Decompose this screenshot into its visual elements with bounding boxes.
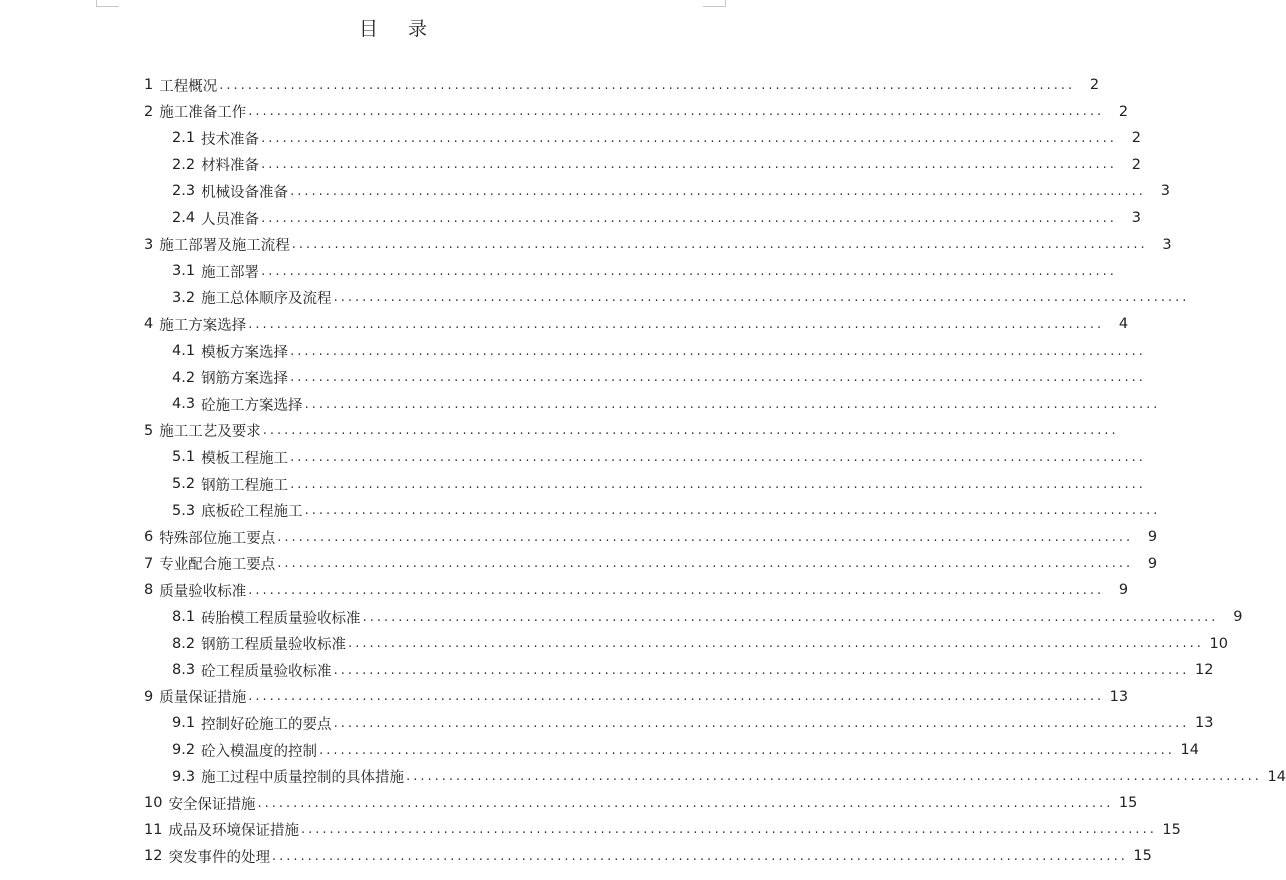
toc-entry-title: 施工工艺及要求 (159, 424, 261, 441)
toc-entry-title: 砼工程质量验收标准 (201, 663, 332, 680)
toc-dot-leader: ........................................................................................................................ (262, 423, 1119, 439)
toc-entry-title: 施工总体顺序及流程 (201, 291, 332, 308)
toc-entry-title: 模板工程施工 (201, 450, 289, 467)
toc-entry-number: 2.2 (172, 156, 196, 173)
toc-entry-number: 5.3 (172, 502, 196, 519)
toc-entry-page: 15 (1162, 821, 1181, 838)
toc-dot-leader: ........................................................................................................................ (219, 77, 1076, 93)
toc-entry-page: 13 (1195, 715, 1214, 732)
toc-entry-number: 3.2 (172, 289, 196, 306)
toc-entry-number: 9 (144, 688, 154, 705)
toc-dot-leader: ........................................................................................................................ (261, 263, 1117, 279)
toc-entry-page: 2 (1131, 156, 1141, 173)
toc-entry-number: 2.3 (172, 183, 196, 200)
crop-mark-left (96, 0, 119, 7)
toc-entry-number: 8.2 (172, 635, 196, 652)
toc-entry-title: 安全保证措施 (168, 796, 256, 813)
toc-entry-title: 成品及环境保证措施 (168, 823, 299, 840)
toc-entry[interactable] (172, 285, 1190, 311)
toc-entry[interactable] (172, 444, 1146, 470)
toc-dot-leader: ........................................................................................................................ (319, 742, 1175, 758)
toc-entry-title: 施工部署及施工流程 (159, 238, 290, 255)
toc-dot-leader: ........................................................................................................................ (290, 343, 1146, 359)
toc-entry-page: 2 (1089, 77, 1100, 93)
toc-entry[interactable] (144, 524, 1158, 550)
toc-entry-title: 技术准备 (201, 131, 260, 148)
toc-entry-title: 施工部署 (201, 264, 260, 281)
toc-dot-leader: ........................................................................................................................ (290, 370, 1146, 386)
toc-entry-title: 砼入模温度的控制 (201, 743, 318, 760)
toc-dot-leader: ........................................................................................................................ (271, 848, 1128, 864)
page-title: 目 录 (358, 18, 440, 40)
toc-entry-page: 15 (1133, 848, 1152, 865)
toc-entry-number: 4.2 (172, 369, 196, 386)
toc-entry-number: 3 (144, 236, 154, 253)
toc-entry-number: 9.3 (172, 768, 196, 785)
toc-entry-title: 钢筋工程质量验收标准 (201, 637, 347, 654)
toc-dot-leader: ........................................................................................................................ (290, 476, 1146, 492)
toc-dot-leader: ........................................................................................................................ (248, 316, 1105, 332)
toc-entry[interactable] (144, 311, 1129, 337)
toc-entry[interactable] (144, 232, 1172, 258)
toc-entry-title: 砼施工方案选择 (201, 397, 303, 414)
toc-dot-leader: ........................................................................................................................ (248, 582, 1105, 598)
toc-entry[interactable] (172, 471, 1146, 497)
toc-entry-number: 12 (144, 848, 163, 865)
toc-dot-leader: ........................................................................................................................ (257, 795, 1114, 811)
toc-entry[interactable] (144, 684, 1129, 710)
toc-entry-number: 10 (144, 795, 163, 812)
toc-entry-number: 5 (144, 422, 154, 439)
toc-entry-number: 8.1 (172, 609, 196, 625)
toc-entry-page: 2 (1118, 103, 1129, 120)
toc-entry-page: 15 (1118, 795, 1138, 812)
toc-entry-title: 机械设备准备 (201, 184, 289, 201)
toc-entry-number: 9.1 (172, 715, 196, 732)
toc-entry-number: 5.2 (172, 476, 196, 492)
toc-entry-page: 9 (1147, 555, 1158, 572)
toc-entry-page: 4 (1118, 316, 1129, 333)
toc-dot-leader: ........................................................................................................................ (290, 183, 1146, 199)
toc-entry[interactable] (172, 338, 1146, 364)
toc-dot-leader: ........................................................................................................................ (333, 715, 1190, 731)
crop-mark-right (703, 0, 726, 7)
toc-entry-page: 3 (1162, 236, 1172, 253)
toc-entry[interactable] (144, 72, 1100, 98)
toc-entry-title: 施工方案选择 (159, 317, 247, 334)
toc-entry-title: 人员准备 (201, 211, 260, 228)
toc-entry-title: 特殊部位施工要点 (159, 530, 276, 547)
toc-entry[interactable] (144, 817, 1181, 843)
toc-entry[interactable] (172, 657, 1214, 683)
toc-dot-leader: ........................................................................................................................ (277, 556, 1134, 572)
toc-entry-title: 底板砼工程施工 (201, 504, 303, 521)
toc-entry[interactable] (144, 843, 1152, 869)
toc-entry-title: 砖胎模工程质量验收标准 (201, 610, 361, 627)
toc-entry[interactable] (172, 178, 1170, 204)
toc-dot-leader: ........................................................................................................................ (277, 529, 1134, 545)
toc-entry-number: 8 (144, 582, 154, 599)
toc-entry-title: 专业配合施工要点 (159, 557, 276, 574)
toc-entry-page: 9 (1233, 609, 1243, 625)
toc-dot-leader: ........................................................................................................................ (333, 662, 1190, 678)
toc-entry-title: 模板方案选择 (201, 344, 289, 361)
toc-entry[interactable] (172, 631, 1228, 657)
toc-entry[interactable] (172, 258, 1117, 284)
toc-entry-number: 3.1 (172, 263, 196, 280)
toc-entry-number: 4.1 (172, 343, 196, 359)
toc-entry-number: 2.1 (172, 130, 196, 147)
toc-dot-leader: ........................................................................................................................ (333, 290, 1190, 306)
toc-entry[interactable] (172, 710, 1214, 736)
toc-dot-leader: ........................................................................................................................ (290, 449, 1146, 465)
toc-entry-title: 施工准备工作 (159, 105, 247, 122)
toc-dot-leader: ........................................................................................................................ (248, 689, 1105, 705)
toc-entry[interactable] (172, 391, 1161, 417)
toc-entry-title: 质量验收标准 (159, 583, 247, 600)
toc-entry-page: 10 (1209, 635, 1228, 652)
toc-entry-title: 控制好砼施工的要点 (201, 716, 332, 733)
toc-entry-number: 4 (144, 316, 154, 333)
toc-entry[interactable] (144, 418, 1119, 444)
toc-dot-leader: ........................................................................................................................ (300, 822, 1157, 838)
toc-entry-page: 13 (1109, 688, 1129, 705)
toc-entry[interactable] (172, 764, 1286, 790)
toc-entry-title: 突发事件的处理 (168, 849, 270, 866)
toc-dot-leader: ........................................................................................................................ (248, 104, 1105, 120)
toc-entry-page: 12 (1195, 662, 1214, 679)
toc-dot-leader: ........................................................................................................................ (261, 157, 1117, 173)
toc-entry-number: 5.1 (172, 449, 196, 466)
toc-entry-number: 2.4 (172, 210, 196, 226)
toc-entry-number: 7 (144, 555, 154, 572)
toc-entry-number: 9.2 (172, 742, 196, 758)
toc-dot-leader: ........................................................................................................................ (304, 503, 1161, 519)
toc-entry-page: 14 (1267, 768, 1286, 785)
toc-dot-leader: ........................................................................................................................ (406, 769, 1262, 785)
toc-entry-number: 1 (144, 77, 154, 93)
toc-dot-leader: ........................................................................................................................ (261, 130, 1117, 146)
toc-entry-number: 4.3 (172, 396, 196, 413)
toc-entry-page: 2 (1131, 130, 1141, 147)
toc-entry[interactable] (144, 551, 1158, 577)
toc-entry-page: 14 (1180, 742, 1199, 758)
toc-dot-leader: ........................................................................................................................ (304, 396, 1161, 412)
toc-entry-title: 材料准备 (201, 158, 260, 175)
toc-entry-number: 8.3 (172, 662, 196, 679)
toc-entry-title: 钢筋工程施工 (201, 477, 289, 494)
toc-dot-leader: ........................................................................................................................ (348, 636, 1204, 652)
toc-entry[interactable] (172, 498, 1161, 524)
toc-entry-title: 钢筋方案选择 (201, 371, 289, 388)
toc-dot-leader: ........................................................................................................................ (291, 237, 1148, 253)
toc-entry[interactable] (172, 365, 1146, 391)
toc-entry-number: 6 (144, 529, 154, 546)
cut-off-row (170, 872, 370, 880)
toc-entry-title: 施工过程中质量控制的具体措施 (201, 770, 405, 787)
toc-entry[interactable] (172, 125, 1141, 151)
toc-entry[interactable] (144, 790, 1138, 816)
toc-entry[interactable] (172, 604, 1243, 630)
toc-entry-title: 质量保证措施 (159, 690, 247, 707)
toc-entry-page: 3 (1131, 210, 1141, 226)
toc-entry[interactable] (172, 205, 1141, 231)
toc-entry-number: 2 (144, 103, 154, 120)
toc-entry-page: 3 (1160, 183, 1170, 200)
toc-dot-leader: ........................................................................................................................ (362, 609, 1219, 625)
toc-entry[interactable] (172, 737, 1199, 763)
toc-entry[interactable] (172, 152, 1141, 178)
toc-entry-page: 9 (1118, 582, 1129, 599)
toc-entry[interactable] (144, 99, 1129, 125)
toc-entry-number: 11 (144, 821, 163, 838)
toc-dot-leader: ........................................................................................................................ (261, 210, 1117, 226)
toc-entry[interactable] (144, 577, 1129, 603)
toc-entry-title: 工程概况 (159, 78, 218, 95)
toc-entry-page: 9 (1147, 529, 1158, 546)
